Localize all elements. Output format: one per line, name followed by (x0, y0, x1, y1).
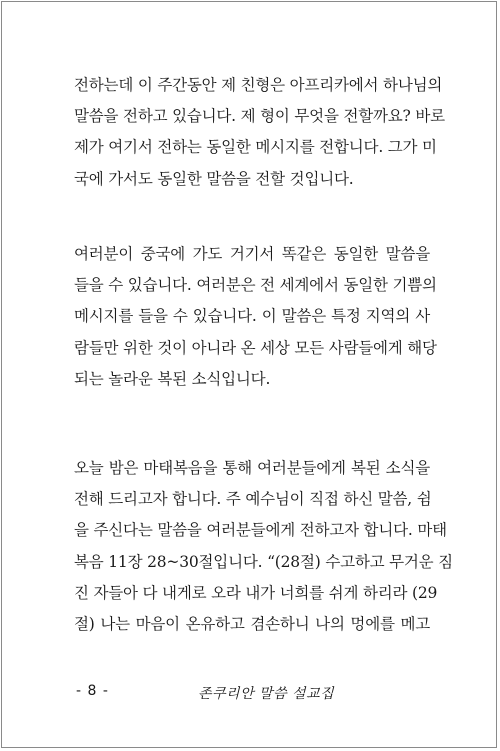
page-footer (0, 683, 500, 703)
text-line: 메시지를 들을 수 있습니다. 이 말씀은 특정 지역의 사 (74, 307, 430, 326)
paragraph-3 (74, 453, 453, 640)
text-line: 절) 나는 마음이 온유하고 겸손하니 나의 멍에를 메고 (74, 615, 430, 634)
text-line: 여러분이 중국에 가도 거기서 똑같은 동일한 말씀을 (74, 245, 430, 263)
book-title: 존쿠리안 말씀 설교집 (198, 686, 335, 702)
text-line: 전해 드리고자 합니다. 주 예수님이 직접 하신 말씀, 쉼 (74, 490, 432, 509)
text-line: 들을 수 있습니다. 여러분은 전 세계에서 동일한 기쁨의 (74, 276, 437, 295)
text-line: 제가 여기서 전하는 동일한 메시지를 전합니다. 그가 미 (74, 138, 437, 157)
text-line: 진 자들아 다 내게로 오라 내가 너희를 쉬게 하리라 (29 (74, 583, 438, 602)
text-line: 되는 놀라운 복된 소식입니다. (74, 369, 271, 388)
text-line: 말씀을 전하고 있습니다. 제 형이 무엇을 전할까요? 바로 (74, 107, 445, 126)
text-line: 국에 가서도 동일한 말씀을 전할 것입니다. (74, 169, 354, 188)
text-line: 람들만 위한 것이 아니라 온 세상 모든 사람들에게 해당 (74, 338, 437, 357)
text-line: 을 주신다는 말씀을 여러분들에게 전하고자 합니다. 마태 (74, 521, 447, 540)
paragraph-1 (74, 70, 445, 195)
text-line: 복음 11장 28~30절입니다. “(28절) 수고하고 무거운 짐 (74, 552, 453, 571)
paragraph-2 (74, 239, 437, 395)
text-line: 전하는데 이 주간동안 제 친형은 아프리카에서 하나님의 (74, 76, 443, 94)
page-number: - 8 - (76, 683, 109, 699)
text-line: 오늘 밤은 마태복음을 통해 여러분들에게 복된 소식을 (74, 459, 430, 477)
